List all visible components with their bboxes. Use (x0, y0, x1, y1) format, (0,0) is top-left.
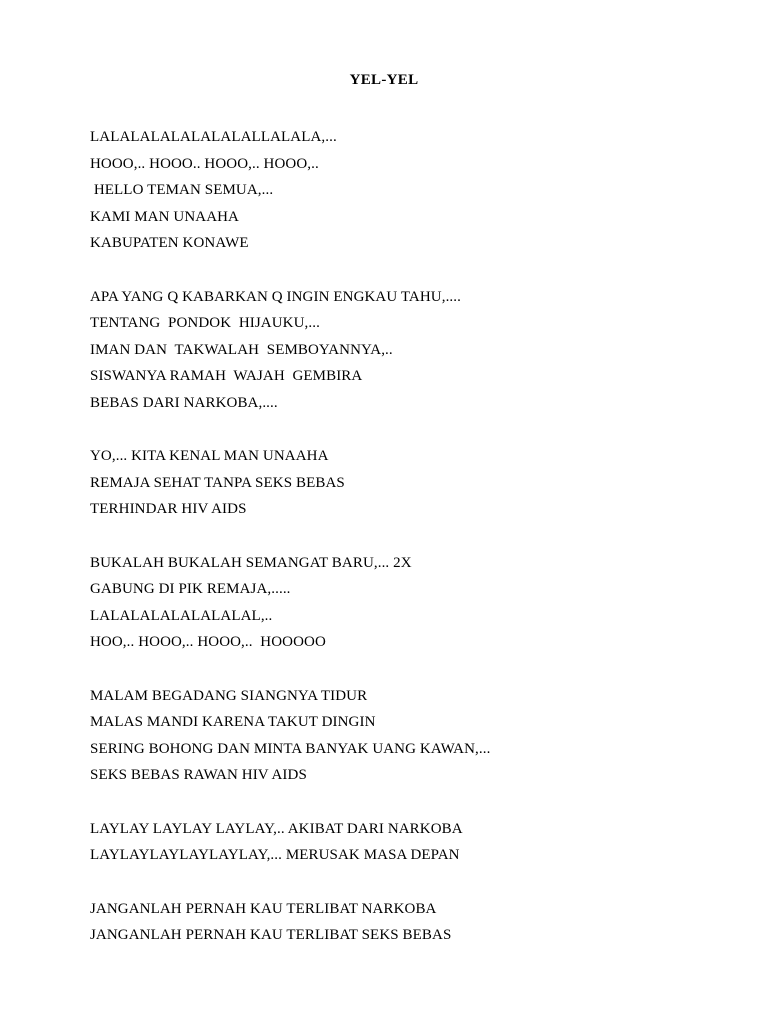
lyric-line: IMAN DAN TAKWALAH SEMBOYANNYA,.. (90, 341, 393, 358)
lyric-line: SERING BOHONG DAN MINTA BANYAK UANG KAWAN,... (90, 740, 491, 757)
lyric-line: HOO,.. HOOO,.. HOOO,.. HOOOOO (90, 634, 326, 650)
stanza-3 (90, 443, 730, 523)
stanza-4 (90, 550, 730, 656)
lyric-line: SISWANYA RAMAH WAJAH GEMBIRA (90, 368, 363, 384)
lyric-line: MALAM BEGADANG SIANGNYA TIDUR (90, 687, 368, 704)
lyric-line: TERHINDAR HIV AIDS (90, 501, 247, 517)
lyrics-body (90, 124, 730, 976)
stanza-6 (90, 816, 730, 869)
lyric-line: JANGANLAH PERNAH KAU TERLIBAT SEKS BEBAS (90, 927, 452, 943)
lyric-line: KABUPATEN KONAWE (90, 235, 249, 251)
document-title: YEL-YEL (349, 72, 419, 88)
lyric-line: HELLO TEMAN SEMUA,... (90, 182, 274, 198)
lyric-line: BEBAS DARI NARKOBA,.... (90, 394, 278, 411)
lyric-line: SEKS BEBAS RAWAN HIV AIDS (90, 767, 307, 783)
lyric-line: YO,... KITA KENAL MAN UNAAHA (90, 448, 329, 464)
stanza-2 (90, 284, 730, 417)
stanza-7 (90, 896, 730, 949)
lyric-line: APA YANG Q KABARKAN Q INGIN ENGKAU TAHU,.... (90, 288, 461, 305)
lyric-line: MALAS MANDI KARENA TAKUT DINGIN (90, 714, 376, 730)
lyric-line: LALALALALALALALAL,.. (90, 607, 273, 624)
lyric-line: GABUNG DI PIK REMAJA,..... (90, 581, 291, 597)
lyric-line: LALALALALALALALALLALALA,... (90, 129, 337, 145)
lyric-line: LAYLAY LAYLAY LAYLAY,.. AKIBAT DARI NARKOBA (90, 820, 463, 837)
lyric-line: KAMI MAN UNAAHA (90, 208, 239, 225)
lyric-line: LAYLAYLAYLAYLAYLAY,... MERUSAK MASA DEPAN (90, 847, 460, 863)
lyric-line: HOOO,.. HOOO.. HOOO,.. HOOO,.. (90, 155, 319, 172)
lyric-line: TENTANG PONDOK HIJAUKU,... (90, 315, 320, 331)
stanza-1 (90, 124, 730, 257)
lyric-line: REMAJA SEHAT TANPA SEKS BEBAS (90, 474, 345, 491)
lyric-line: BUKALAH BUKALAH SEMANGAT BARU,... 2X (90, 554, 412, 571)
stanza-5 (90, 683, 730, 789)
lyric-line: JANGANLAH PERNAH KAU TERLIBAT NARKOBA (90, 900, 437, 917)
